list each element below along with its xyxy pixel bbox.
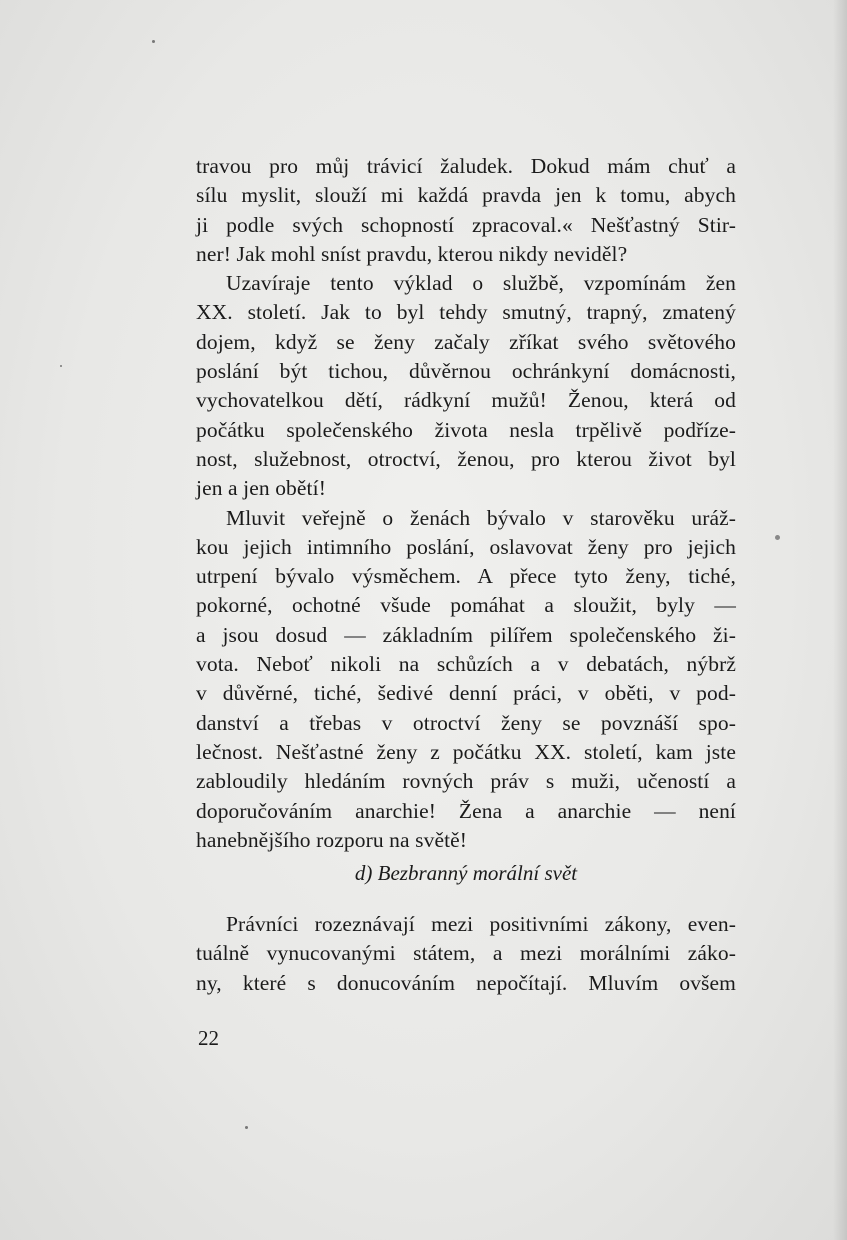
text-line: počátku společenského života nesla trpělivě podříze- [196, 417, 736, 442]
text-line: poslání být tichou, důvěrnou ochránkyní domácnosti, [196, 359, 736, 384]
text-line: ji podle svých schopností zpracoval.« Nešťastný Stir- [196, 212, 736, 237]
body-text-bottom [196, 910, 736, 998]
text-line: tuálně vynucovanými státem, a mezi morálními záko- [196, 941, 736, 966]
paper-speck [775, 535, 780, 540]
text-line: sílu myslit, slouží mi každá pravda jen k tomu, abych [196, 183, 736, 208]
text-line: a jsou dosud — základním pilířem společenského ži- [196, 622, 736, 647]
text-line: dojem, když se ženy začaly zříkat svého světového [196, 329, 736, 354]
text-line: jen a jen obětí! [196, 476, 326, 501]
paper-speck [245, 1126, 248, 1129]
text-line: ner! Jak mohl sníst pravdu, kterou nikdy neviděl? [196, 241, 628, 266]
text-line: vota. Neboť nikoli na schůzích a v debatách, nýbrž [196, 652, 736, 677]
text-line: ny, které s donucováním nepočítají. Mluvím ovšem [196, 970, 736, 995]
text-line: doporučováním anarchie! Žena a anarchie — není [196, 798, 736, 823]
page-edge-shadow [833, 0, 847, 1240]
text-line: Uzavíraje tento výklad o službě, vzpomínám žen [226, 271, 736, 296]
text-line: kou jejich intimního poslání, oslavovat ženy pro jejich [196, 534, 736, 559]
paper-speck [152, 40, 155, 43]
text-line: v důvěrné, tiché, šedivé denní práci, v oběti, v pod- [196, 681, 736, 706]
text-line: zabloudily hledáním rovných práv s muži, učeností a [196, 769, 736, 794]
text-line: travou pro můj trávicí žaludek. Dokud mám chuť a [196, 154, 736, 178]
text-line: Právníci rozeznávají mezi positivními zákony, even- [226, 912, 736, 936]
text-line: nost, služebnost, otroctví, ženou, pro kterou život byl [196, 446, 736, 471]
body-text-top [196, 152, 736, 855]
section-heading: d) Bezbranný morální svět [354, 861, 578, 885]
page-number: 22 [198, 1026, 219, 1050]
text-line: vychovatelkou dětí, rádkyní mužů! Ženou, která od [196, 388, 736, 413]
text-line: hanebnějšího rozporu na světě! [196, 827, 468, 852]
text-line: XX. století. Jak to byl tehdy smutný, trapný, zmatený [196, 300, 736, 325]
text-line: pokorné, ochotné všude pomáhat a sloužit, byly — [196, 593, 736, 618]
text-line: danství a třebas v otroctví ženy se povznáší spo- [196, 710, 736, 735]
text-line: Mluvit veřejně o ženách bývalo v starověku uráž- [226, 505, 736, 530]
text-line: utrpení bývalo výsměchem. A přece tyto ženy, tiché, [196, 564, 736, 589]
paper-speck [60, 365, 62, 367]
text-line: lečnost. Nešťastné ženy z počátku XX. století, kam jste [196, 739, 736, 764]
